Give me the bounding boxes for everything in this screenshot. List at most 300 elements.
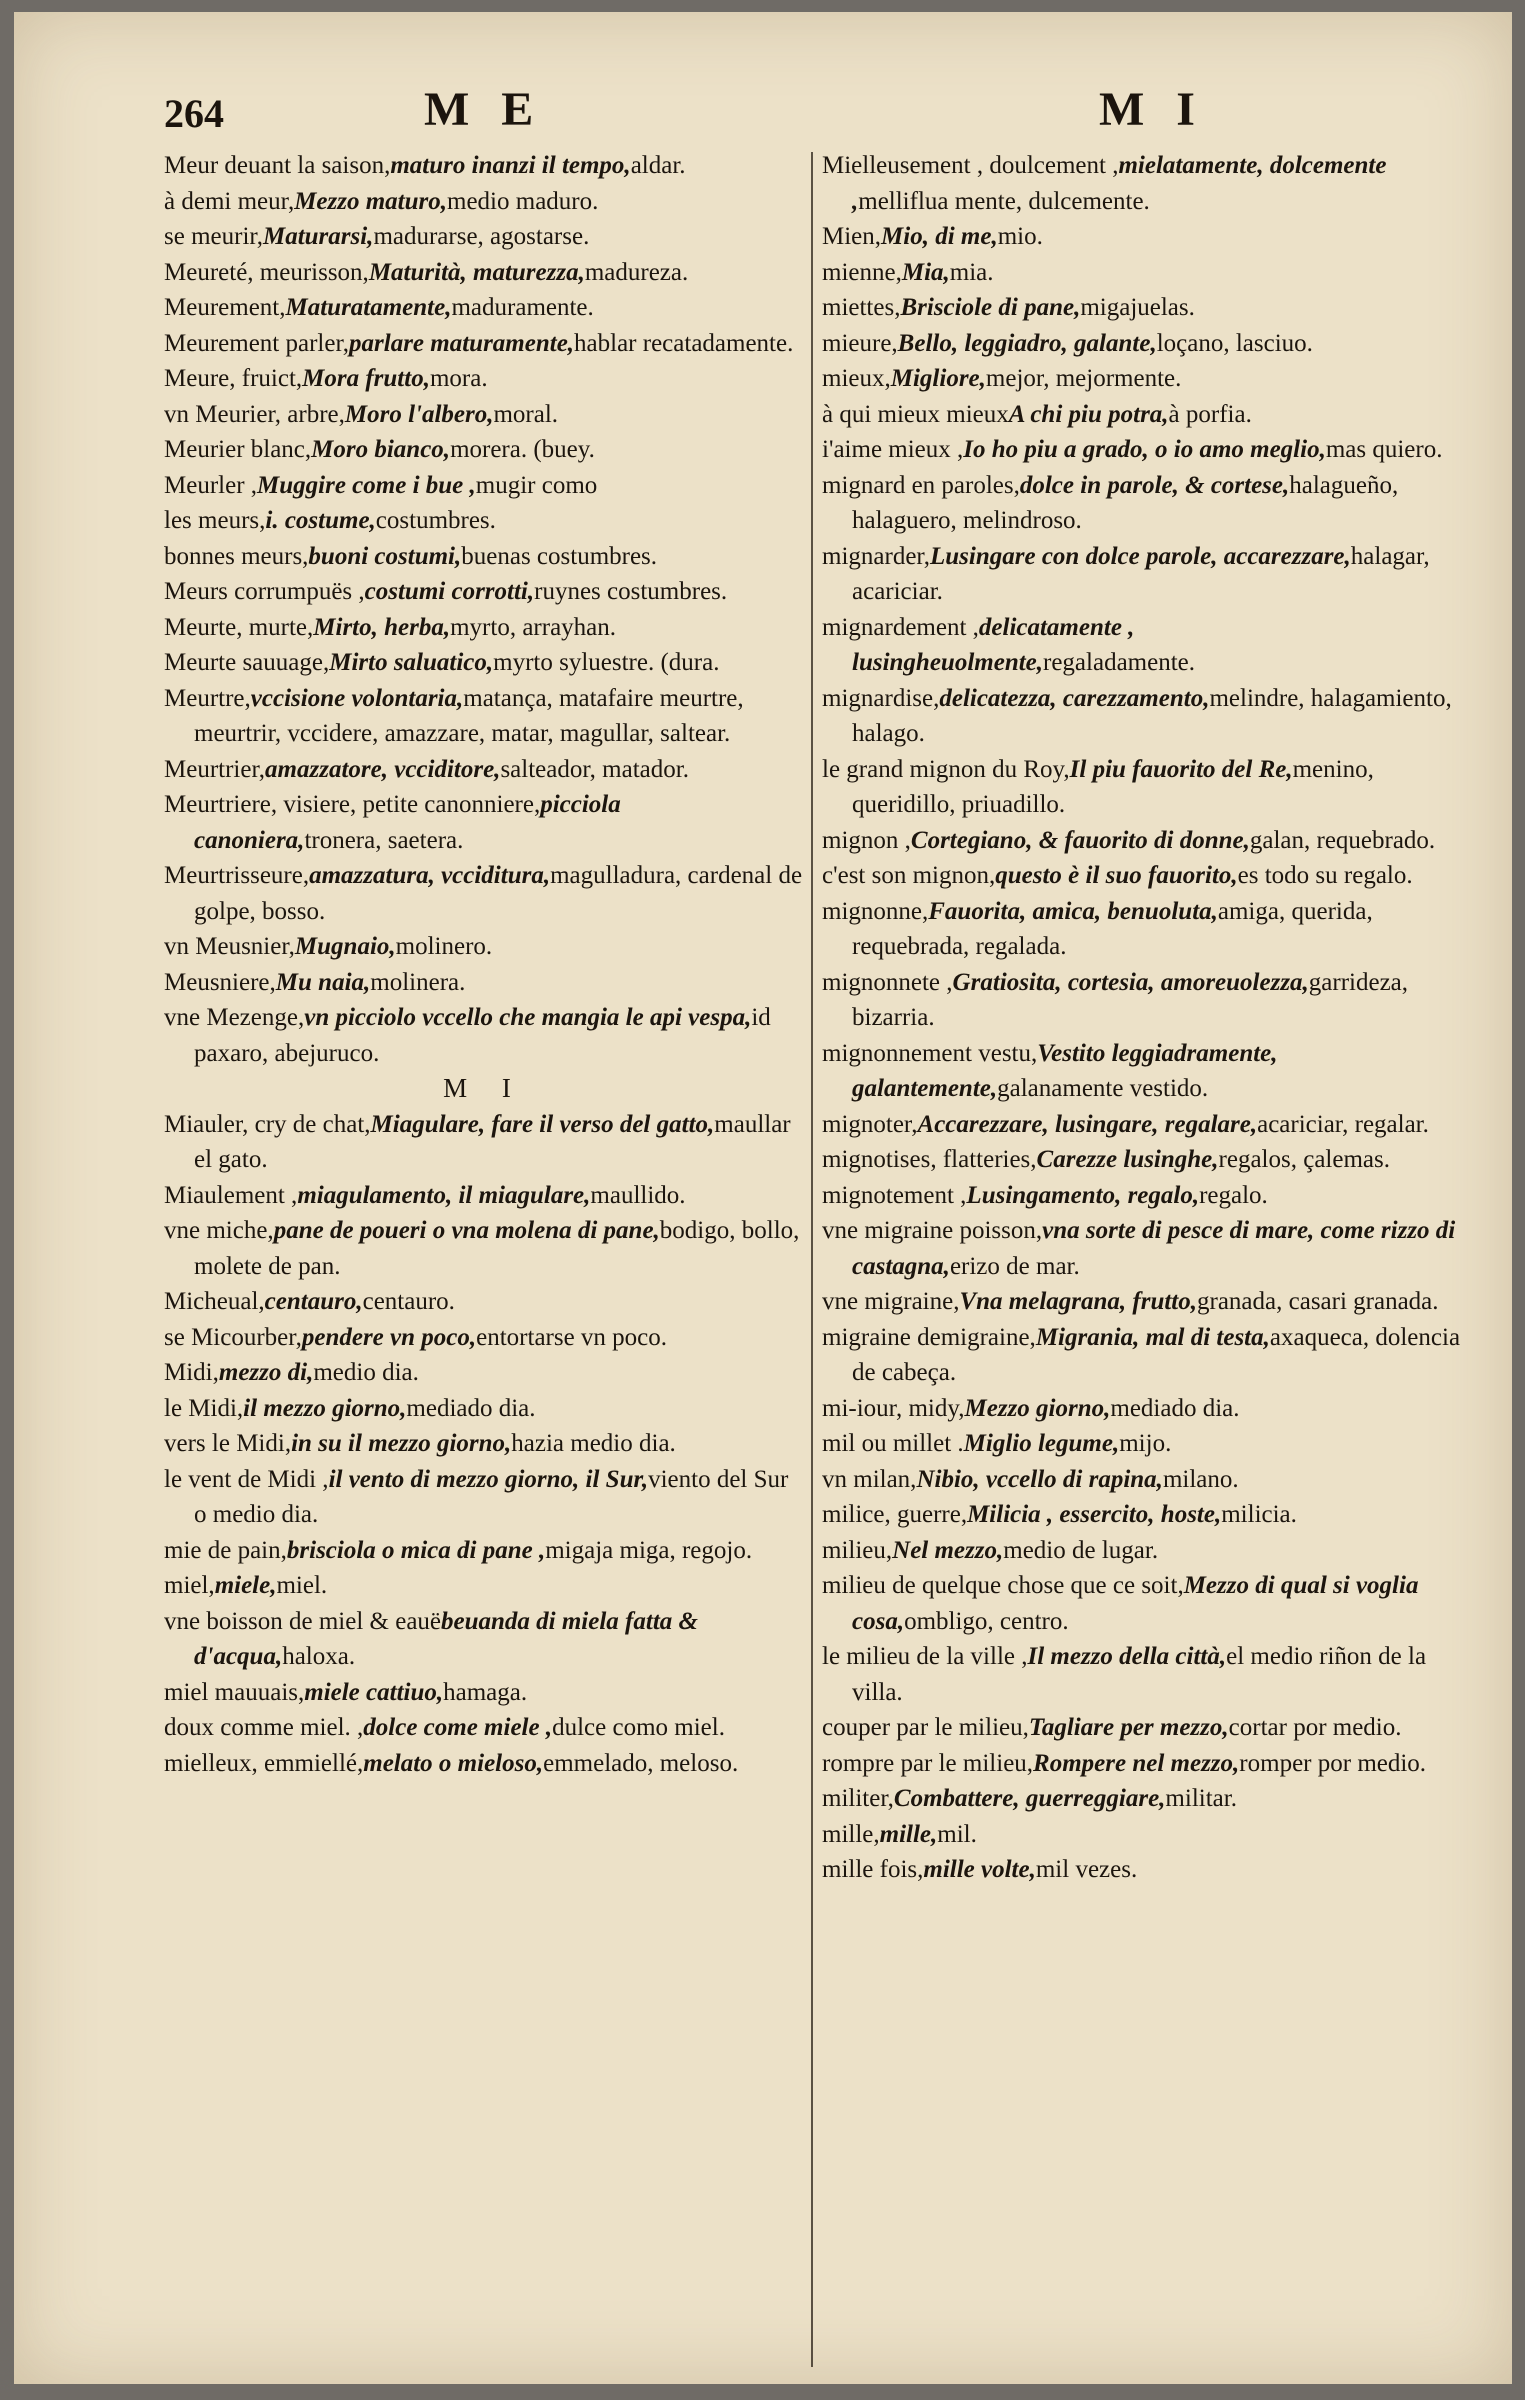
dictionary-entry [822, 681, 1477, 752]
dictionary-entry [164, 1462, 804, 1533]
entry-french: Mien, [822, 223, 882, 250]
dictionary-entry [822, 148, 1477, 219]
entry-italian: Mirto, herba, [313, 613, 451, 641]
entry-italian: il mezzo giorno, [243, 1394, 407, 1422]
dictionary-entry [822, 1497, 1477, 1533]
entry-spanish: maduramente. [451, 294, 594, 321]
entry-italian: Mu naia, [275, 968, 371, 996]
entry-spanish: mediado dia. [406, 1394, 536, 1422]
dictionary-entry [164, 1675, 804, 1711]
dictionary-page [14, 12, 1512, 2384]
entry-french: mignonne, [822, 897, 929, 925]
entry-italian: Maturità, maturezza, [368, 258, 585, 286]
entry-french: Meurtriere, visiere, petite canonniere, [164, 791, 541, 818]
entry-italian: pane de poueri o vna molena di pane, [273, 1217, 660, 1244]
dictionary-entry [822, 326, 1477, 362]
dictionary-entry [164, 1213, 804, 1284]
entry-italian: picciola canoniera, [194, 791, 621, 854]
entry-italian: melato o mieloso, [363, 1749, 544, 1777]
page-number: 264 [164, 91, 224, 136]
entry-french: Meusniere, [164, 968, 276, 996]
entry-french: migraine demigraine, [822, 1323, 1036, 1351]
entry-italian: Miglio legume, [963, 1430, 1120, 1457]
entry-italian: mille volte, [923, 1856, 1036, 1883]
entry-french: c'est son mignon, [822, 862, 996, 889]
entry-french: Meureté, meurisson, [164, 258, 369, 286]
entry-spanish: magulladura, cardenal de golpe, bosso. [194, 862, 803, 925]
entry-spanish: myrto syluestre. (dura. [493, 649, 720, 676]
dictionary-entry [822, 361, 1477, 397]
left-column [164, 148, 804, 2378]
dictionary-entry [822, 1036, 1477, 1107]
dictionary-entry [822, 432, 1477, 468]
entry-italian: Io ho piu a grado, o io amo meglio, [963, 436, 1326, 463]
entry-spanish: el medio riñon de la villa. [852, 1643, 1427, 1706]
entry-italian: Mugnaio, [294, 933, 396, 960]
entry-italian: Nel mezzo, [892, 1536, 1004, 1564]
entry-spanish: mil. [937, 1820, 977, 1848]
dictionary-entry [822, 752, 1477, 823]
entry-italian: Moro l'albero, [344, 400, 494, 428]
entry-italian: Il mezzo della città, [1027, 1643, 1227, 1670]
entry-spanish: garrideza, bizarria. [852, 968, 1409, 1031]
column-divider [811, 152, 813, 2367]
entry-italian: amazzatore, vcciditore, [265, 755, 501, 783]
dictionary-entry [164, 148, 804, 184]
entry-french: mignoter, [822, 1110, 918, 1138]
entry-spanish: id paxaro, abejuruco. [194, 1004, 771, 1067]
entry-french: mignarder, [822, 542, 930, 570]
entry-french: le Midi, [164, 1394, 244, 1422]
entry-italian: brisciola o mica di pane , [286, 1536, 546, 1564]
dictionary-entry [822, 1320, 1477, 1391]
entry-french: se Micourber, [164, 1323, 302, 1351]
entry-italian: miagulamento, il miagulare, [297, 1181, 591, 1209]
entry-italian: Gratiosita, cortesia, amoreuolezza, [952, 968, 1309, 996]
entry-french: doux comme miel. , [164, 1714, 364, 1741]
entry-french: les meurs, [164, 507, 266, 534]
entry-spanish: ombligo, centro. [904, 1607, 1069, 1635]
entry-french: miel mauuais, [164, 1678, 305, 1706]
dictionary-entry [822, 255, 1477, 291]
entry-french: Meurtre, [164, 684, 251, 712]
entry-italian: Mezzo giorno, [964, 1394, 1111, 1422]
dictionary-entry [822, 894, 1477, 965]
entry-french: vne boisson de miel & eauë [164, 1607, 442, 1635]
entry-spanish: mijo. [1119, 1430, 1172, 1457]
entry-french: vne migraine poisson, [822, 1217, 1043, 1244]
entry-spanish: loçano, lasciuo. [1156, 329, 1313, 357]
entry-italian: Bello, leggiadro, galante, [897, 329, 1157, 357]
entry-french: miel, [164, 1572, 215, 1599]
entry-spanish: halagueño, halaguero, melindroso. [852, 471, 1399, 534]
entry-spanish: haloxa. [282, 1643, 356, 1670]
dictionary-entry [164, 1178, 804, 1214]
dictionary-entry [822, 468, 1477, 539]
entry-spanish: mio. [997, 223, 1043, 250]
entry-french: milice, guerre, [822, 1501, 968, 1528]
entry-italian: pendere vn poco, [301, 1323, 477, 1351]
dictionary-entry [164, 1107, 804, 1178]
dictionary-entry [822, 1284, 1477, 1320]
entry-french: vn Meurier, arbre, [164, 400, 345, 428]
entry-spanish: bodigo, bollo, molete de pan. [194, 1217, 800, 1280]
entry-french: Midi, [164, 1359, 219, 1386]
entry-italian: Mezzo maturo, [294, 187, 448, 215]
dictionary-entry [164, 752, 804, 788]
entry-spanish: hazia medio dia. [511, 1430, 676, 1457]
entry-italian: Muggire come i bue , [257, 471, 476, 499]
dictionary-entry [822, 965, 1477, 1036]
entry-italian: Mezzo di qual si voglia cosa, [852, 1572, 1419, 1635]
entry-spanish: viento del Sur o medio dia. [194, 1465, 789, 1528]
entry-french: Meurte sauuage, [164, 649, 330, 676]
entry-french: vers le Midi, [164, 1430, 292, 1457]
entry-spanish: militar. [1165, 1785, 1237, 1812]
entry-french: mignonnement vestu, [822, 1039, 1038, 1067]
entry-italian: Vna melagrana, frutto, [959, 1288, 1198, 1315]
dictionary-entry [164, 1284, 804, 1320]
entry-spanish: medio maduro. [447, 187, 599, 215]
entry-spanish: mil vezes. [1035, 1856, 1138, 1883]
dictionary-entry [822, 397, 1477, 433]
dictionary-entry [822, 1817, 1477, 1853]
entry-spanish: madureza. [584, 258, 689, 286]
dictionary-entry [822, 1568, 1477, 1639]
dictionary-entry [164, 539, 804, 575]
entry-italian: delicatamente , lusingheuolmente, [852, 613, 1135, 676]
entry-french: vne Mezenge, [164, 1004, 305, 1031]
entry-spanish: maullido. [590, 1181, 686, 1209]
entry-french: Meurement, [164, 294, 286, 321]
entry-spanish: cortar por medio. [1228, 1714, 1402, 1741]
section-heading: M I [443, 1073, 525, 1103]
entry-french: mignardement , [822, 613, 979, 641]
entry-italian: Tagliare per mezzo, [1028, 1714, 1229, 1741]
dictionary-entry [164, 929, 804, 965]
entry-italian: mezzo di, [218, 1359, 314, 1386]
entry-spanish: morera. (buey. [450, 436, 595, 463]
dictionary-entry [822, 1107, 1477, 1143]
entry-italian: centauro, [264, 1288, 363, 1315]
entry-italian: Mirto saluatico, [329, 649, 494, 676]
entry-spanish: axaqueca, dolencia de cabeça. [852, 1323, 1461, 1386]
entry-italian: amazzatura, vcciditura, [309, 862, 551, 889]
entry-spanish: halagar, acariciar. [852, 542, 1430, 605]
entry-french: se meurir, [164, 223, 263, 250]
dictionary-entry [164, 468, 804, 504]
entry-french: à qui mieux mieux [822, 400, 1009, 428]
entry-italian: vn picciolo vccello che mangia le api vespa, [304, 1004, 752, 1031]
dictionary-entry [164, 1426, 804, 1462]
entry-french: mignonnete , [822, 968, 953, 996]
entry-spanish: melliflua mente, dulcemente. [858, 187, 1150, 215]
entry-spanish: costumbres. [375, 507, 496, 534]
entry-italian: Vestito leggiadramente, galantemente, [852, 1039, 1278, 1102]
entry-italian: Accarezzare, lusingare, regalare, [917, 1110, 1258, 1138]
entry-italian: Fauorita, amica, benuoluta, [928, 897, 1218, 925]
entry-spanish: buenas costumbres. [461, 542, 658, 570]
dictionary-entry [822, 1639, 1477, 1710]
dictionary-entry [822, 610, 1477, 681]
entry-french: mienne, [822, 258, 902, 286]
entry-spanish: regaladamente. [1043, 649, 1196, 676]
entry-french: Meurement parler, [164, 329, 350, 357]
entry-italian: in su il mezzo giorno, [291, 1430, 512, 1457]
entry-italian: mille, [879, 1820, 938, 1848]
entry-italian: maturo inanzi il tempo, [390, 152, 631, 179]
entry-italian: i. costume, [265, 507, 376, 534]
entry-french: mille, [822, 1820, 880, 1848]
left-running-head: M E [424, 83, 544, 136]
entry-french: milieu de quelque chose que ce soit, [822, 1572, 1184, 1599]
entry-italian: mielatamente, dolcemente , [852, 152, 1387, 215]
entry-french: mignardise, [822, 684, 940, 712]
dictionary-entry [164, 290, 804, 326]
entry-spanish: moral. [493, 400, 559, 428]
entry-italian: Milicia , essercito, hoste, [967, 1501, 1222, 1528]
entry-spanish: salteador, matador. [500, 755, 689, 783]
entry-spanish: mas quiero. [1325, 436, 1443, 463]
entry-french: Meurs corrumpuës , [164, 578, 365, 605]
entry-italian: Cortegiano, & fauorito di donne, [910, 826, 1250, 854]
entry-spanish: galan, requebrado. [1249, 826, 1436, 854]
entry-italian: il vento di mezzo giorno, il Sur, [328, 1465, 649, 1493]
dictionary-entry [822, 858, 1477, 894]
entry-spanish: hablar recatadamente. [574, 329, 794, 357]
entry-french: vne miche, [164, 1217, 274, 1244]
dictionary-entry [164, 1320, 804, 1356]
entry-french: Meurtrisseure, [164, 862, 310, 889]
entry-french: mielleux, emmiellé, [164, 1749, 364, 1777]
entry-italian: Maturarsi, [262, 223, 374, 250]
entry-spanish: mediado dia. [1110, 1394, 1240, 1422]
dictionary-entry [164, 219, 804, 255]
page-header [14, 82, 1512, 142]
dictionary-entry [164, 1391, 804, 1427]
entry-french: Meurler , [164, 471, 258, 499]
entry-french: Meurtrier, [164, 755, 266, 783]
entry-spanish: maullar el gato. [194, 1110, 791, 1173]
entry-italian: Miagulare, fare il verso del gatto, [370, 1110, 715, 1138]
entry-italian: Carezze lusinghe, [1036, 1146, 1219, 1173]
entry-italian: Moro bianco, [311, 436, 451, 463]
entry-french: mignon , [822, 826, 911, 854]
entry-italian: Combattere, guerreggiare, [893, 1785, 1166, 1812]
dictionary-entry [164, 1746, 804, 1782]
dictionary-entry [822, 1710, 1477, 1746]
entry-spanish: molinero. [395, 933, 493, 960]
entry-spanish: myrto, arrayhan. [450, 613, 617, 641]
dictionary-entry [822, 219, 1477, 255]
entry-french: milieu, [822, 1536, 893, 1564]
entry-italian: vccisione volontaria, [250, 684, 464, 712]
entry-french: i'aime mieux , [822, 436, 964, 463]
right-running-head: M I [1099, 83, 1205, 136]
entry-italian: miele cattiuo, [304, 1678, 444, 1706]
entry-french: mie de pain, [164, 1536, 287, 1564]
entry-italian: Mio, di me, [881, 223, 998, 250]
entry-french: mieure, [822, 329, 898, 357]
entry-italian: Lusingamento, regalo, [966, 1181, 1200, 1209]
entry-spanish: melindre, halagamiento, halago. [852, 684, 1452, 747]
dictionary-entry [822, 1533, 1477, 1569]
entry-french: rompre par le milieu, [822, 1749, 1034, 1777]
entry-italian: buoni costumi, [308, 542, 462, 570]
entry-italian: Il piu fauorito del Re, [1069, 755, 1293, 783]
entry-french: mi-iour, midy, [822, 1394, 965, 1422]
entry-french: mignotises, flatteries, [822, 1146, 1037, 1173]
right-column [822, 148, 1477, 2378]
dictionary-entry [822, 1178, 1477, 1214]
entry-french: Miauler, cry de chat, [164, 1110, 371, 1138]
entry-spanish: centauro. [362, 1288, 455, 1315]
entry-spanish: molinera. [370, 968, 466, 996]
entry-spanish: regalo. [1199, 1181, 1268, 1209]
dictionary-entry [164, 1604, 804, 1675]
entry-italian: Migliore, [890, 365, 986, 392]
dictionary-entry [822, 1213, 1477, 1284]
entry-french: mil ou millet . [822, 1430, 964, 1457]
entry-spanish: emmelado, meloso. [543, 1749, 739, 1777]
entry-french: Meure, fruict, [164, 365, 303, 392]
entry-italian: Maturatamente, [285, 294, 452, 321]
dictionary-entry [164, 787, 804, 858]
entry-spanish: es todo su regalo. [1237, 862, 1413, 889]
entry-italian: delicatezza, carezzamento, [939, 684, 1210, 712]
entry-spanish: amiga, querida, requebrada, regalada. [852, 897, 1373, 960]
entry-spanish: madurarse, agostarse. [373, 223, 590, 250]
entry-spanish: milicia. [1221, 1501, 1297, 1528]
entry-spanish: hamaga. [443, 1678, 528, 1706]
entry-french: militer, [822, 1785, 894, 1812]
entry-italian: parlare maturamente, [349, 329, 575, 357]
dictionary-entry [164, 610, 804, 646]
dictionary-entry [822, 290, 1477, 326]
dictionary-entry [164, 397, 804, 433]
dictionary-entry [164, 858, 804, 929]
entry-french: à demi meur, [164, 187, 295, 215]
dictionary-entry [822, 1391, 1477, 1427]
entry-italian: Lusingare con dolce parole, accarezzare, [929, 542, 1351, 570]
entry-french: mignotement , [822, 1181, 967, 1209]
entry-spanish: dulce como miel. [552, 1714, 725, 1741]
entry-french: bonnes meurs, [164, 542, 309, 570]
entry-spanish: matança, matafaire meurtre, meurtrir, vccidere, amazzare, matar, magullar, saltear. [194, 684, 744, 747]
entry-spanish: erizo de mar. [949, 1252, 1080, 1280]
entry-spanish: entortarse vn poco. [476, 1323, 668, 1351]
entry-spanish: medio de lugar. [1003, 1536, 1159, 1564]
entry-french: le milieu de la ville , [822, 1643, 1028, 1670]
entry-spanish: milano. [1162, 1465, 1239, 1493]
entry-italian: vna sorte di pesce di mare, come rizzo di castagna, [852, 1217, 1456, 1280]
entry-italian: dolce in parole, & cortese, [1019, 471, 1290, 499]
entry-french: vne migraine, [822, 1288, 960, 1315]
dictionary-entry [164, 965, 804, 1001]
entry-italian: Mia, [901, 258, 950, 286]
dictionary-entry [822, 1746, 1477, 1782]
dictionary-entry [164, 681, 804, 752]
dictionary-entry [164, 1000, 804, 1071]
dictionary-entry [164, 574, 804, 610]
entry-italian: Brisciole di pane, [900, 294, 1081, 321]
entry-spanish: mugir como [475, 471, 598, 499]
entry-french: Meurier blanc, [164, 436, 312, 463]
entry-french: le grand mignon du Roy, [822, 755, 1070, 783]
entry-french: Micheual, [164, 1288, 265, 1315]
entry-spanish: menino, queridillo, priuadillo. [852, 755, 1374, 818]
entry-french: Miaulement , [164, 1181, 298, 1209]
entry-french: mignard en paroles, [822, 471, 1020, 499]
dictionary-entry [164, 255, 804, 291]
dictionary-entry [164, 184, 804, 220]
entry-spanish: migajuelas. [1080, 294, 1195, 321]
dictionary-entry [164, 503, 804, 539]
entry-spanish: regalos, çalemas. [1218, 1146, 1390, 1173]
dictionary-entry [822, 1462, 1477, 1498]
entry-spanish: mora. [429, 365, 488, 392]
entry-italian: Migrania, mal di testa, [1035, 1323, 1270, 1351]
entry-french: Mielleusement , doulcement , [822, 152, 1119, 179]
entry-italian: Mora frutto, [302, 365, 430, 392]
entry-spanish: granada, casari granada. [1197, 1288, 1439, 1315]
entry-spanish: à porfia. [1168, 400, 1252, 428]
dictionary-entry [164, 1710, 804, 1746]
entry-french: mille fois, [822, 1856, 924, 1883]
dictionary-entry [164, 1355, 804, 1391]
dictionary-entry [822, 1426, 1477, 1462]
entry-french: vn milan, [822, 1465, 917, 1493]
dictionary-entry [164, 361, 804, 397]
entry-spanish: mia. [949, 258, 994, 286]
entry-spanish: acariciar, regalar. [1257, 1110, 1429, 1138]
entry-italian: Nibio, vccello di rapina, [916, 1465, 1163, 1493]
entry-spanish: romper por medio. [1239, 1749, 1427, 1777]
entry-spanish: aldar. [630, 152, 686, 179]
entry-italian: beuanda di miela fatta & d'acqua, [194, 1607, 698, 1670]
dictionary-entry [822, 1142, 1477, 1178]
entry-spanish: mejor, mejormente. [985, 365, 1182, 392]
entry-french: Meurte, murte, [164, 613, 314, 641]
entry-french: le vent de Midi , [164, 1465, 329, 1493]
entry-french: couper par le milieu, [822, 1714, 1029, 1741]
entry-italian: costumi corrotti, [364, 578, 535, 605]
entry-french: mieux, [822, 365, 891, 392]
entry-spanish: medio dia. [313, 1359, 419, 1386]
entry-spanish: ruynes costumbres. [534, 578, 728, 605]
entry-french: Meur deuant la saison, [164, 152, 391, 179]
entry-french: vn Meusnier, [164, 933, 295, 960]
entry-italian: dolce come miele , [363, 1714, 553, 1741]
dictionary-entry [822, 539, 1477, 610]
dictionary-entry [164, 1568, 804, 1604]
dictionary-entry [822, 1781, 1477, 1817]
dictionary-entry [164, 432, 804, 468]
dictionary-entry [164, 645, 804, 681]
entry-italian: Rompere nel mezzo, [1033, 1749, 1240, 1777]
entry-spanish: galanamente vestido. [997, 1075, 1209, 1102]
dictionary-entry [164, 326, 804, 362]
entry-italian: A chi piu potra, [1008, 400, 1169, 428]
entry-italian: miele, [214, 1572, 277, 1599]
dictionary-entry [822, 823, 1477, 859]
entry-spanish: tronera, saetera. [304, 826, 464, 854]
dictionary-entry [164, 1533, 804, 1569]
dictionary-entry [822, 1852, 1477, 1888]
entry-spanish: migaja miga, regojo. [545, 1536, 753, 1564]
entry-italian: questo è il suo fauorito, [995, 862, 1238, 889]
entry-french: miettes, [822, 294, 901, 321]
